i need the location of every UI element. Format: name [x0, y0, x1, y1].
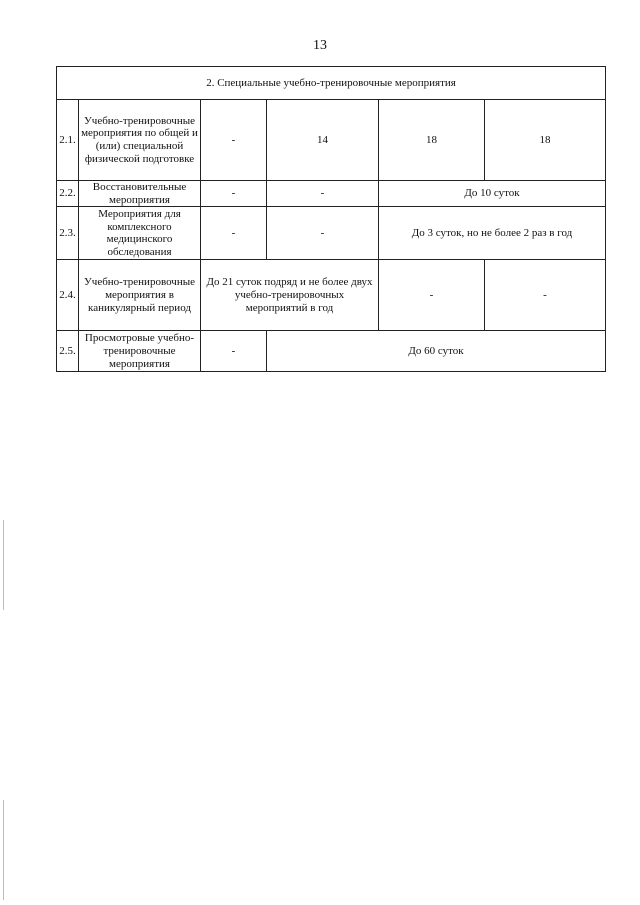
event-name: Просмотровые учебно-тренировочные мероприятия	[79, 331, 201, 372]
value-cell: -	[485, 260, 606, 331]
value-cell-merged: До 3 суток, но не более 2 раз в год	[379, 207, 606, 260]
scan-edge-mark	[3, 800, 4, 900]
training-events-table	[56, 66, 606, 372]
value-cell: -	[201, 181, 267, 207]
table-row	[57, 207, 606, 260]
value-cell: 18	[485, 100, 606, 181]
value-cell: -	[201, 331, 267, 372]
value-cell: -	[201, 100, 267, 181]
value-cell: -	[379, 260, 485, 331]
event-name: Учебно-тренировочные мероприятия в каникулярный период	[79, 260, 201, 331]
table-row	[57, 260, 606, 331]
value-cell-merged: До 60 суток	[267, 331, 606, 372]
table-row	[57, 100, 606, 181]
row-number: 2.1.	[57, 100, 79, 181]
value-cell: 14	[267, 100, 379, 181]
row-number: 2.4.	[57, 260, 79, 331]
table-row	[57, 181, 606, 207]
row-number: 2.5.	[57, 331, 79, 372]
event-name: Мероприятия для комплексного медицинского обследования	[79, 207, 201, 260]
value-cell: -	[201, 207, 267, 260]
page-number: 13	[313, 38, 327, 53]
value-cell: -	[267, 181, 379, 207]
value-cell: 18	[379, 100, 485, 181]
section-header-row	[57, 67, 606, 100]
event-name: Восстановительные мероприятия	[79, 181, 201, 207]
row-number: 2.2.	[57, 181, 79, 207]
value-cell: -	[267, 207, 379, 260]
value-cell-merged: До 21 суток подряд и не более двух учебно-тренировочных мероприятий в год	[201, 260, 379, 331]
value-cell-merged: До 10 суток	[379, 181, 606, 207]
table-row	[57, 331, 606, 372]
event-name: Учебно-тренировочные мероприятия по общей и (или) специальной физической подготовке	[79, 100, 201, 181]
scan-edge-mark	[3, 520, 4, 610]
row-number: 2.3.	[57, 207, 79, 260]
section-title: 2. Специальные учебно-тренировочные мероприятия	[57, 67, 606, 100]
